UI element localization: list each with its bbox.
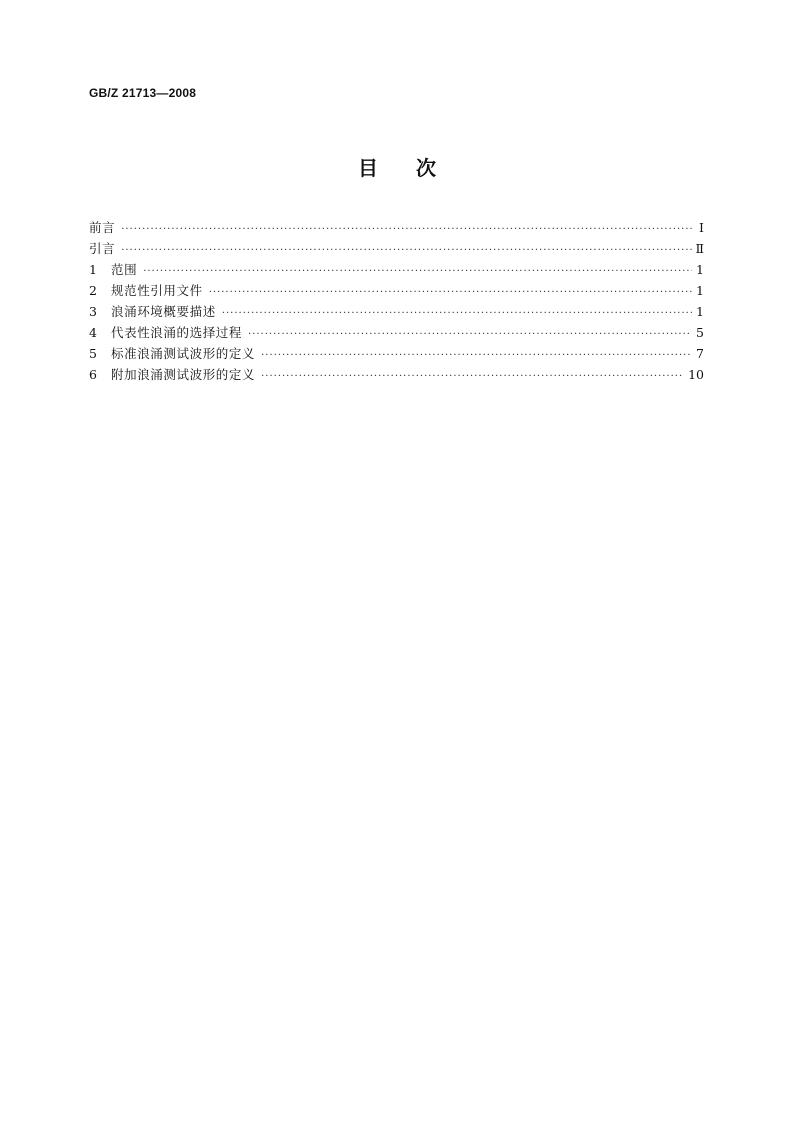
toc-entry-number: 3 bbox=[89, 304, 97, 319]
toc-entry-page: 1 bbox=[696, 304, 704, 319]
toc-entry-label: 前言 bbox=[89, 220, 116, 235]
toc-entry-page: 1 bbox=[696, 283, 704, 298]
toc-entry-introduction[interactable] bbox=[89, 238, 704, 259]
toc-entry-number: 5 bbox=[89, 346, 97, 361]
toc-entry-number: 6 bbox=[89, 367, 97, 382]
toc-entry-page: Ⅰ bbox=[699, 220, 704, 235]
toc-entry-page: 5 bbox=[696, 325, 704, 340]
standard-code: GB/Z 21713—2008 bbox=[89, 86, 197, 100]
toc-entry-1[interactable] bbox=[89, 259, 704, 280]
dot-leader bbox=[121, 240, 691, 261]
toc-entry-page: 10 bbox=[688, 367, 704, 382]
toc-entry-label: 标准浪涌测试波形的定义 bbox=[111, 346, 256, 361]
toc-entry-4[interactable] bbox=[89, 322, 704, 343]
toc-entry-label: 引言 bbox=[89, 241, 116, 256]
toc-entry-number: 2 bbox=[89, 283, 97, 298]
toc-entry-number: 1 bbox=[89, 262, 97, 277]
dot-leader bbox=[209, 282, 692, 303]
toc-entry-page: 1 bbox=[696, 262, 704, 277]
dot-leader bbox=[261, 366, 684, 387]
toc-entry-number: 4 bbox=[89, 325, 97, 340]
dot-leader bbox=[248, 324, 692, 345]
toc-entry-6[interactable] bbox=[89, 364, 704, 385]
toc-entry-page: 7 bbox=[696, 346, 704, 361]
toc-entry-label: 范围 bbox=[111, 262, 138, 277]
toc-title-part2: 次 bbox=[416, 156, 436, 180]
toc-entry-page: Ⅱ bbox=[695, 241, 704, 256]
toc-entry-label: 代表性浪涌的选择过程 bbox=[111, 325, 243, 340]
toc-entry-3[interactable] bbox=[89, 301, 704, 322]
toc-entry-label: 浪涌环境概要描述 bbox=[111, 304, 216, 319]
toc-entry-label: 规范性引用文件 bbox=[111, 283, 203, 298]
toc-list bbox=[89, 217, 704, 385]
dot-leader bbox=[143, 261, 692, 282]
dot-leader bbox=[121, 219, 692, 240]
toc-entry-foreword[interactable] bbox=[89, 217, 704, 238]
dot-leader bbox=[222, 303, 692, 324]
toc-entry-5[interactable] bbox=[89, 343, 704, 364]
dot-leader bbox=[261, 345, 692, 366]
toc-entry-label: 附加浪涌测试波形的定义 bbox=[111, 367, 256, 382]
toc-entry-2[interactable] bbox=[89, 280, 704, 301]
toc-title-part1: 目 bbox=[358, 156, 378, 180]
toc-title bbox=[0, 152, 794, 181]
